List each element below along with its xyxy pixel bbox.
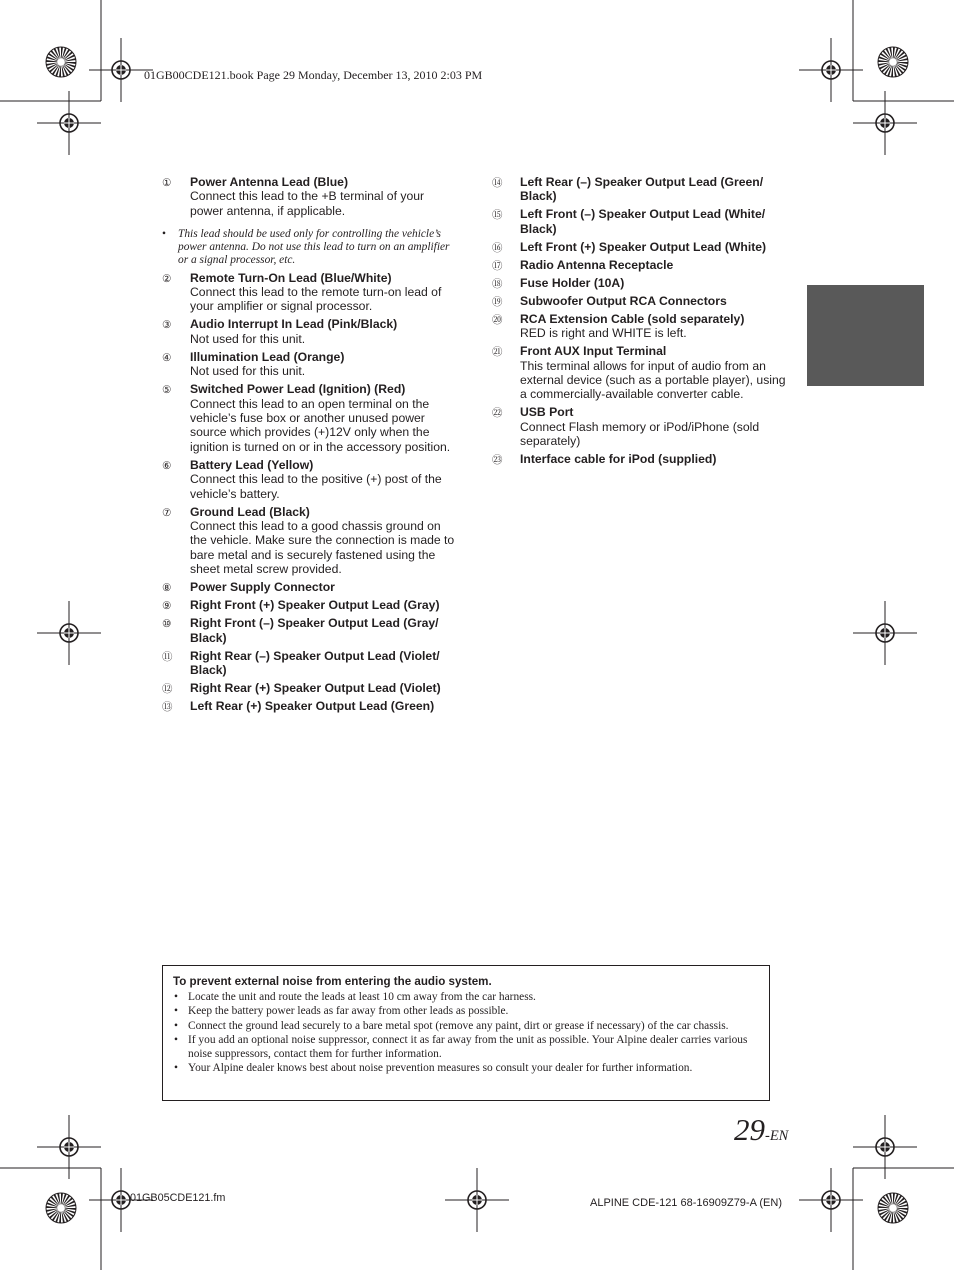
item-number: ⑲ <box>492 295 503 308</box>
list-item <box>173 990 759 1004</box>
item-number: ㉓ <box>492 454 503 467</box>
item-description: Connect this lead to the positive (+) post of the vehicle’s battery. <box>190 472 442 501</box>
starburst-center <box>57 1204 65 1212</box>
noise-tips-list <box>173 990 759 1076</box>
item-description: Connect this lead to a good chassis ground on the vehicle. Make sure the connection is made to bare metal and is securely fastened using the sheet metal screw provided. <box>190 519 455 577</box>
item-title: Fuse Holder (10A) <box>520 275 625 290</box>
list-item <box>160 505 460 577</box>
tip-text: If you add an optional noise suppressor, connect it as far away from the unit as possible. Your Alpine dealer carries various noise suppressors, contact them for further information. <box>188 1033 748 1061</box>
section-tab <box>807 285 924 386</box>
item-number: ⑫ <box>162 683 173 696</box>
list-item <box>490 276 790 290</box>
item-title: Illumination Lead (Orange) <box>190 349 345 364</box>
item-title: Right Rear (–) Speaker Output Lead (Violet/ Black) <box>190 648 440 678</box>
bullet: • <box>174 1005 178 1018</box>
item-number: ⑤ <box>162 384 172 397</box>
item-title: Interface cable for iPod (supplied) <box>520 452 717 467</box>
item-number: ⑬ <box>162 701 173 714</box>
item-number: ㉒ <box>492 407 503 420</box>
item-number: ⑨ <box>162 600 172 613</box>
item-number: ⑯ <box>492 241 503 254</box>
bullet: • <box>174 1033 178 1046</box>
item-description: RED is right and WHITE is left. <box>520 326 687 341</box>
list-item <box>160 175 460 218</box>
item-title: RCA Extension Cable (sold separately) <box>520 311 745 326</box>
footer-filename: 01GB05CDE121.fm <box>130 1192 226 1204</box>
list-item <box>160 649 460 678</box>
item-number: ⑧ <box>162 582 172 595</box>
tip-text: Keep the battery power leads as far away from other leads as possible. <box>188 1005 509 1018</box>
item-title: Switched Power Lead (Ignition) (Red) <box>190 382 406 397</box>
antenna-note <box>160 228 460 266</box>
item-title: Left Front (+) Speaker Output Lead (White) <box>520 239 767 254</box>
page-language-suffix: -EN <box>765 1128 789 1144</box>
item-title: Subwoofer Output RCA Connectors <box>520 293 727 308</box>
item-number: ⑦ <box>162 506 172 519</box>
item-number: ㉑ <box>492 346 503 359</box>
item-title: Battery Lead (Yellow) <box>190 457 314 472</box>
starburst-center <box>57 58 65 66</box>
list-item <box>160 616 460 645</box>
item-description: Connect this lead to the remote turn-on lead of your amplifier or signal processor. <box>190 285 442 314</box>
item-title: Radio Antenna Receptacle <box>520 257 674 272</box>
item-number: ⑮ <box>492 209 503 222</box>
list-item <box>160 350 460 379</box>
list-item <box>160 458 460 501</box>
starburst-center <box>889 1204 897 1212</box>
page-number-value: 29 <box>734 1112 765 1147</box>
item-number: ⑪ <box>162 650 173 663</box>
item-title: USB Port <box>520 405 574 420</box>
list-item <box>160 271 460 314</box>
item-description: Not used for this unit. <box>190 364 306 379</box>
item-description: Connect this lead to an open terminal on the vehicle’s fuse box or another unused power source which provides (+)12V only when the ignition is turned on or in the accessory position. <box>190 396 451 454</box>
list-item <box>490 175 790 204</box>
item-number: ⑰ <box>492 259 503 272</box>
list-item <box>490 405 790 448</box>
item-title: Front AUX Input Terminal <box>520 344 667 359</box>
left-column <box>160 175 460 717</box>
starburst-center <box>889 58 897 66</box>
item-description: Connect Flash memory or iPod/iPhone (sold separately) <box>520 419 760 449</box>
list-item <box>490 312 790 341</box>
item-description: Not used for this unit. <box>190 331 306 346</box>
book-file-info: 01GB00CDE121.book Page 29 Monday, December 13, 2010 2:03 PM <box>144 68 483 82</box>
item-number: ① <box>162 177 172 189</box>
list-item <box>160 382 460 454</box>
tip-text: Locate the unit and route the leads at least 10 cm away from the car harness. <box>188 991 536 1003</box>
item-title: Right Front (+) Speaker Output Lead (Gray) <box>190 598 440 613</box>
bullet: • <box>174 1062 178 1075</box>
list-item <box>490 240 790 254</box>
bullet: • <box>174 1019 178 1032</box>
item-title: Ground Lead (Black) <box>190 504 310 519</box>
list-item <box>173 1033 759 1062</box>
list-item <box>160 598 460 612</box>
item-number: ③ <box>162 319 172 332</box>
list-item <box>490 344 790 402</box>
item-title: Power Antenna Lead (Blue) <box>190 175 349 189</box>
tip-text: Connect the ground lead securely to a bare metal spot (remove any paint, dirt or grease if necessary) of the car chassis. <box>188 1019 729 1032</box>
list-item <box>173 1004 759 1018</box>
item-title: Remote Turn-On Lead (Blue/White) <box>190 270 392 285</box>
note-text: This lead should be used only for controlling the vehicle’s power antenna. Do not use this lead to turn on an amplifier or a signal processor, etc. <box>178 228 450 266</box>
item-title: Left Front (–) Speaker Output Lead (White/ Black) <box>520 207 766 236</box>
item-title: Right Rear (+) Speaker Output Lead (Violet) <box>190 681 441 696</box>
list-item <box>490 452 790 466</box>
list-item <box>490 207 790 236</box>
item-title: Left Rear (–) Speaker Output Lead (Green/ Black) <box>520 175 764 204</box>
note-bullet: • <box>162 228 166 241</box>
item-number: ② <box>162 272 172 285</box>
list-item <box>173 1019 759 1033</box>
item-title: Audio Interrupt In Lead (Pink/Black) <box>190 317 398 332</box>
item-number: ④ <box>162 351 172 364</box>
list-item <box>160 580 460 594</box>
item-number: ⑳ <box>492 313 503 326</box>
item-number: ⑩ <box>162 618 172 631</box>
list-item <box>160 699 460 713</box>
item-title: Power Supply Connector <box>190 580 335 595</box>
noise-box-title: To prevent external noise from entering the audio system. <box>173 975 492 988</box>
list-item <box>490 258 790 272</box>
item-description: This terminal allows for input of audio from an external device (such as a portable player), using a commercially-available converter cable. <box>520 358 786 402</box>
list-item <box>160 681 460 695</box>
tip-text: Your Alpine dealer knows best about noise prevention measures so consult your dealer for further information. <box>188 1062 693 1075</box>
page-number <box>734 1112 788 1148</box>
item-number: ⑱ <box>492 277 503 290</box>
right-column <box>490 175 790 470</box>
list-item <box>173 1061 759 1075</box>
noise-prevention-box <box>162 965 770 1101</box>
list-item <box>160 317 460 346</box>
item-description: Connect this lead to the +B terminal of your power antenna, if applicable. <box>190 189 425 218</box>
item-number: ⑭ <box>492 177 503 189</box>
bullet: • <box>174 991 178 1003</box>
item-title: Right Front (–) Speaker Output Lead (Gray/ Black) <box>190 616 439 645</box>
item-number: ⑥ <box>162 459 172 472</box>
footer-model-code: ALPINE CDE-121 68-16909Z79-A (EN) <box>590 1197 782 1209</box>
list-item <box>490 294 790 308</box>
item-title: Left Rear (+) Speaker Output Lead (Green) <box>190 699 435 714</box>
